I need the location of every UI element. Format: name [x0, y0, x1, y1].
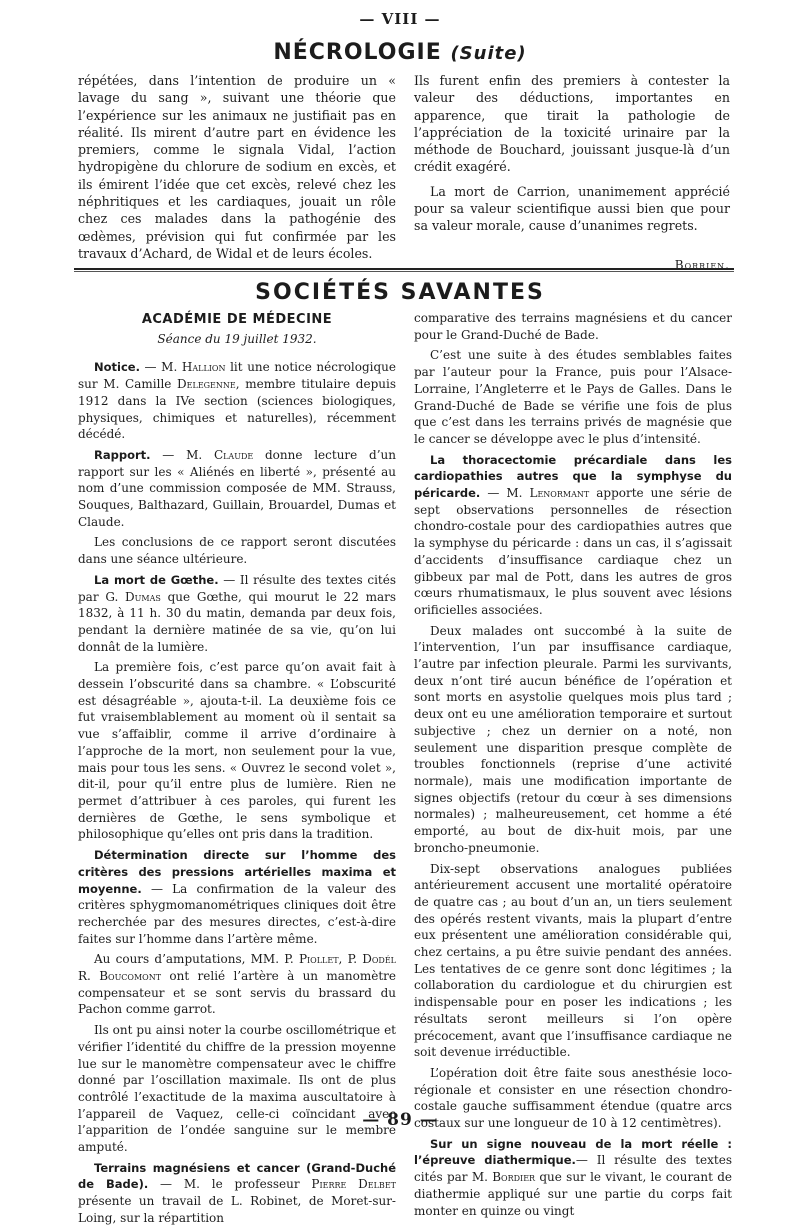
amput-text-1: Au cours d’amputations, MM. P. [94, 952, 299, 967]
pression-text: — La confirmation de la valeur des critères sphygmomanométriques cliniques doit être recherchée par des mesures directes, c’est-à-dire faites sur l’homme dans l’artère même. [78, 881, 396, 946]
top-folio: — VIII — [359, 10, 441, 28]
terrains-name: Pierre Delbet [311, 1177, 396, 1192]
necrologie-left-column [78, 72, 396, 269]
bottom-folio: — 89 — [362, 1110, 438, 1130]
pression-paragraph [78, 847, 396, 947]
amput-text-3: R. [78, 969, 100, 984]
amput-text-4: ont relié l’artère à un manomètre compensateur et se sont servis du brassard du Pachon comme garrot. [78, 969, 396, 1017]
academie-heading: ACADÉMIE DE MÉDECINE [141, 312, 333, 327]
thoraco-name: Lenormant [529, 486, 590, 501]
notice-name-2: Delegenne [177, 377, 236, 392]
seance-date: Séance du 19 juillet 1932. [157, 331, 317, 346]
notice-text-2: lit une notice nécrologique sur M. Camille [78, 360, 397, 392]
goethe-paragraph-2: La première fois, c’est parce qu’on avait fait à dessein l’obscurité dans sa chambre. « L’obscurité est désagréable », ajouta-t-il. La deuxième fois ce fut vraisemblablement au moment où il sentait sa vue s’affaiblir, comme il arrive d’ordinaire à l’approche de la mort, non seulement pour la vue, mais pour tous les sens. « Ouvrez le second volet », dit-il, pour qu’il entre plus de lumière. Rien ne permet d’attribuer à ces paroles, qui furent les dernières de Gœthe, le sens symbolique et philosophique qu’elles ont pris dans la tradition. [78, 660, 396, 842]
etudes-paragraph: C’est une suite à des études semblables faites par l’auteur pour la France, puis pour l’Alsace-Lorraine, l’Angleterre et le Pays de Galles. Dans le Grand-Duché de Bade se vérifie une fois de plus que c’est dans les terrains privés de magnésie que le cancer se développe avec le plus d’intensité. [414, 348, 732, 446]
terrains-text-1: — M. le professeur [148, 1177, 312, 1192]
rapport-rubric: Rapport. [94, 447, 151, 462]
signe-name: Bordier [492, 1170, 536, 1185]
thoraco-text-1: — M. [480, 486, 530, 501]
deux-text-3: malheureusement, cet homme a été emporté, au bout de dix-huit mois, par une broncho-pneumonie. [414, 807, 733, 855]
terrains-paragraph [78, 1160, 396, 1227]
societes-left-column [78, 310, 396, 1231]
dix-sept-paragraph: Dix-sept observations analogues publiées antérieurement accusent une mortalité opératoire de quatre cas ; au bout d’un an, un tiers seulement des opérés restent vivants, mais la plupart d’entre eux présentent une amélioration considérable qui, chez certains, a pu être suivie pendant des années. Les tentatives de ce genre sont donc légitimes ; la collaboration du cardiologue et du chirurgien est indispensable pour en poser les indications ; les résultats seront meilleurs si l’on opère précocement, avant que l’insuffisance cardiaque ne soit devenue irréductible. [414, 861, 732, 1060]
signe-text-1: — Il résulte des textes cités par M. [414, 1153, 732, 1185]
rapport-text-1: — M. [150, 447, 214, 462]
amputation-paragraph [78, 951, 396, 1018]
section-divider-thin [74, 271, 734, 272]
notice-rubric: Notice. [94, 360, 140, 375]
necrologie-signature: Borrien. [674, 257, 730, 272]
amput-name-3: Boucomont [99, 969, 162, 984]
necrologie-suite: (Suite) [450, 43, 527, 64]
rapport-name: Claude [213, 447, 254, 462]
notice-paragraph [78, 359, 396, 443]
goethe-rubric: La mort de Gœthe. [94, 572, 219, 587]
necrologie-left-paragraph: répétées, dans l’intention de produire un « lavage du sang », suivant une théorie que l’expérience sur les animaux ne justifiait pas en réalité. Ils mirent d’autre part en évidence les premiers, comme le signala Vidal, l’action hydropigène du chlorure de sodium en excès, et ils émirent l’idée que cet excès, relevé chez les néphritiques et les cardiaques, jouait un rôle chez ces malades dans la pathogénie des œdèmes, prévision qui fut confirmée par les travaux d’Achard, de Widal et de leurs écoles. [78, 73, 396, 261]
necrologie-right-column [414, 72, 730, 274]
amput-name-1: Piollet [298, 952, 339, 967]
deux-text-1: Deux malades ont succombé à la suite de l’intervention, l’un par insuffisance cardiaque, l’autre par infection pleurale. [414, 623, 732, 672]
amput-name-2: Dodél [362, 952, 396, 967]
thoracectomie-paragraph [414, 452, 732, 619]
oscillometrie-paragraph: Ils ont pu ainsi noter la courbe oscillométrique et vérifier l’identité du chiffre de la pression moyenne lue sur le manomètre compensateur avec le chiffre donné par l’oscillation maximale. Ils ont de plus contrôlé l’exactitude de la maxima auscultatoire à l’appareil de Vaquez, celle-ci coïncidant avec l’apparition de l’ondée sanguine sur le membre amputé. [78, 1023, 396, 1155]
pression-rubric: Détermination directe sur l’homme des critères des pressions artérielles maxima et moyenne. [78, 848, 396, 896]
operation-paragraph: L’opération doit être faite sous anesthésie loco-régionale et consister en une résection chondro-costale gauche suffisamment étendue (quatre arcs costaux sur une longueur de 10 à 12 centimètres). [414, 1065, 732, 1131]
goethe-text-1: — Il résulte des textes cités par G. [78, 572, 396, 604]
signe-paragraph [414, 1136, 732, 1220]
necrologie-right-paragraph-1: Ils furent enfin des premiers à contester la valeur des déductions, importantes en apparence, que tirait la pathologie de l’appréciation de la toxicité urinaire par la méthode de Bouchard, jouissant jusque-là d’un crédit exagéré. [414, 73, 730, 175]
notice-text-1: — M. [139, 360, 182, 375]
terrains-continued: comparative des terrains magnésiens et du cancer pour le Grand-Duché de Bade. [414, 311, 732, 342]
thoraco-text-2: apporte une série de sept observations personnelles de résection chondro-costale pour des cardiopathies autres que la symphyse du péricarde : dans un cas, il s’agissait d’accidents d’insuffisance cardiaque chez un gibbeux par mal de Pott, dans les autres de gros cœurs rhumatismaux, le plus souvent avec lésions orificielles associées. [414, 486, 733, 617]
deux-malades-paragraph [414, 623, 732, 857]
terrains-text-2: présente un travail de L. Robinet, de Moret-sur-Loing, sur la répartition [78, 1194, 396, 1225]
notice-text-3: , membre titulaire depuis 1912 dans la IVe section (sciences biologiques, physiques, chimiques et naturelles), récemment décédé. [78, 377, 396, 442]
goethe-paragraph [78, 572, 396, 656]
signe-text-2: que sur le vivant, le courant de diathermie appliqué sur une partie du corps fait monter en quinze ou vingt [414, 1170, 732, 1218]
necrologie-heading [0, 40, 800, 65]
societes-title: SOCIÉTÉS SAVANTES [255, 280, 545, 305]
deux-text-2: Parmi les survivants, deux n’ont tiré aucun bénéfice de l’opération et sont morts en asystolie quelques mois plus tard ; deux ont eu une amélioration temporaire et surtout subjective ; chez un dernier on a noté, non seulement une disparition presque complète de troubles fonctionnels (reprise d’une activité normale), mais une modification importante de signes objectifs (retour du cœur à ses dimensions normales) ; [414, 657, 732, 822]
conclusions-paragraph: Les conclusions de ce rapport seront discutées dans une séance ultérieure. [78, 535, 396, 567]
rapport-paragraph [78, 447, 396, 531]
notice-name-1: Hallion [181, 360, 226, 375]
goethe-name: Dumas [125, 589, 161, 604]
goethe-text-2: que Gœthe, qui mourut le 22 mars 1832, à 11 h. 30 du matin, demanda par deux fois, pendant la dernière matinée de sa vie, qu’on lui donnât de la lumière. [78, 589, 396, 654]
terrains-rubric: Terrains magnésiens et cancer (Grand-Duché de Bade). [78, 1160, 396, 1192]
necrologie-right-paragraph-2: La mort de Carrion, unanimement apprécié pour sa valeur scientifique aussi bien que pour sa valeur morale, cause d’unanimes regrets. [414, 183, 730, 234]
amput-text-2: , P. [338, 952, 363, 967]
signe-rubric: Sur un signe nouveau de la mort réelle : l’épreuve diathermique. [414, 1136, 732, 1168]
necrologie-title: NÉCROLOGIE [273, 40, 442, 65]
section-divider [74, 268, 734, 270]
thoracectomie-rubric: La thoracectomie précardiale dans les cardiopathies autres que la symphyse du péricarde. [414, 452, 732, 501]
rapport-text-2: donne lecture d’un rapport sur les « Aliénés en liberté », présenté au nom d’une commission composée de MM. Strauss, Souques, Balthazard, Guillain, Brouardel, Dumas et Claude. [78, 447, 396, 529]
societes-right-column [414, 310, 732, 1223]
